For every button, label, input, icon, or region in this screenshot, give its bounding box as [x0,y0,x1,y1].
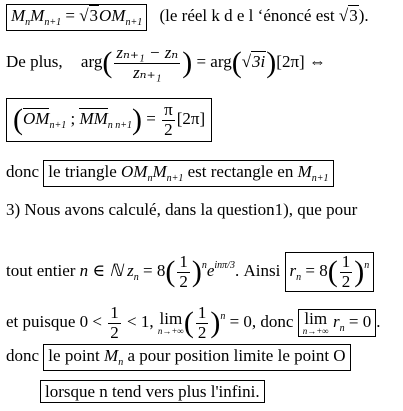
eq02: = 0 [344,312,372,332]
start: tout entier [6,261,80,281]
note-text: (le réel k d e l ‘énoncé est [159,6,339,25]
lim: lim [159,309,183,329]
eq: = 8 [138,261,166,281]
rn-eq: = 8 [301,261,328,281]
frac-num: zₙ₊₁ − zₙ [116,43,179,62]
triangle-box: le triangle $OM_nM_{n+1}$ est rectangle en $M_{n+1}$ [43,160,333,187]
sqrt-3: 3 [89,6,99,25]
mod-text: [2π] ⇔ [276,52,326,72]
prefix: donc [6,162,44,181]
boxed-text: le point [48,346,105,365]
lt1: < 1, [122,312,154,332]
line-7: et puisque 0 < $\frac{1}{2}$ < 1, lim n→+∞ ( $\frac{1}{2}$ )$^n$ = 0, donc lim n→+∞ $r_n = 0$ . [6,303,381,342]
two: 2 [179,271,188,291]
rn: r [332,312,340,332]
exp: e [206,261,215,281]
line-6: tout entier n ∈ ℕ $z_n = 8$( $\frac{1}{2}$ )$^ne^{in\pi/3}$. Ainsi $r_n = 8$( $\frac{1}{2}$ )$^n$ [6,252,374,292]
arg-text: arg [80,52,103,72]
suffix: a pour position limite le point O [123,346,346,365]
angle-box: ($OM_{n+1}$ ; $MM_{n n+1}$) = $\frac{\pi}{2}$ [2π] [6,98,212,142]
rhs-inner: 3i [252,52,266,72]
m: M [104,346,119,365]
pi: π [164,100,173,119]
line-3 [6,98,212,142]
mod: [2π] [176,109,206,129]
fraction-z [114,44,180,82]
one: 1 [179,252,188,271]
line-9 [40,380,265,403]
math-eq: = [61,6,80,25]
line-8 [6,344,351,371]
lim-under: n→+∞ [157,326,184,337]
vec-om: OM [23,109,50,129]
point-box: le point $M_n$ a pour position limite le point O [43,344,350,371]
equation-box-1: $M_nM_{n+1} = √3OM_{n+1}$ [6,4,147,31]
ainsi: . Ainsi [234,261,285,281]
start: et puisque 0 < [6,312,107,332]
limit-box: lim n→+∞ $r_n = 0$ [298,309,376,337]
math-m: M [11,6,26,25]
tri-om: OM [121,162,148,181]
tri-m: M [152,162,167,181]
line-4 [6,160,334,187]
vec-mm: MM [79,109,108,129]
end: . [376,312,381,332]
rn-box: $r_n = 8$( $\frac{1}{2}$ )$^n$ [285,252,375,292]
math-m2: M [30,6,45,25]
two: 2 [164,119,173,139]
one: 1 [110,303,119,322]
eq: = [142,109,161,129]
boxed-text: le triangle [48,162,121,181]
semi: ; [66,109,80,129]
lead-text: De plus, [6,52,63,72]
lim2: lim [304,309,328,329]
rhs-text: = arg [196,52,232,72]
frac-den: zₙ₊₁ [133,62,162,82]
eq0: = 0, donc [225,312,298,332]
exp-sup: inπ/3 [214,260,235,272]
n-in: n ∈ ℕ z [79,261,134,281]
line-2: De plus, arg( $\frac{\text{zₙ₊₁ − zₙ}}{\text{zₙ₊₁}}$ ) = arg(√3i)[2π] ⇔ [6,43,326,82]
line-1: $M_nM_{n+1} = √3OM_{n+1}$ (le réel k d e l ‘énoncé est √3). [6,4,369,31]
end-m: M [297,162,312,181]
math-om: OM [99,6,126,25]
prefix: donc [6,346,44,365]
line-5 [6,200,357,220]
two: 2 [110,322,119,342]
note-end: ). [358,6,369,25]
suffix: est rectangle en [183,162,298,181]
conclusion-box [40,380,265,403]
paragraph-text: 3) Nous avons calculé, dans la question1), que pour [6,200,358,219]
conclusion-text: lorsque n tend vers plus l'infini. [45,382,260,401]
rn: r [289,261,297,281]
